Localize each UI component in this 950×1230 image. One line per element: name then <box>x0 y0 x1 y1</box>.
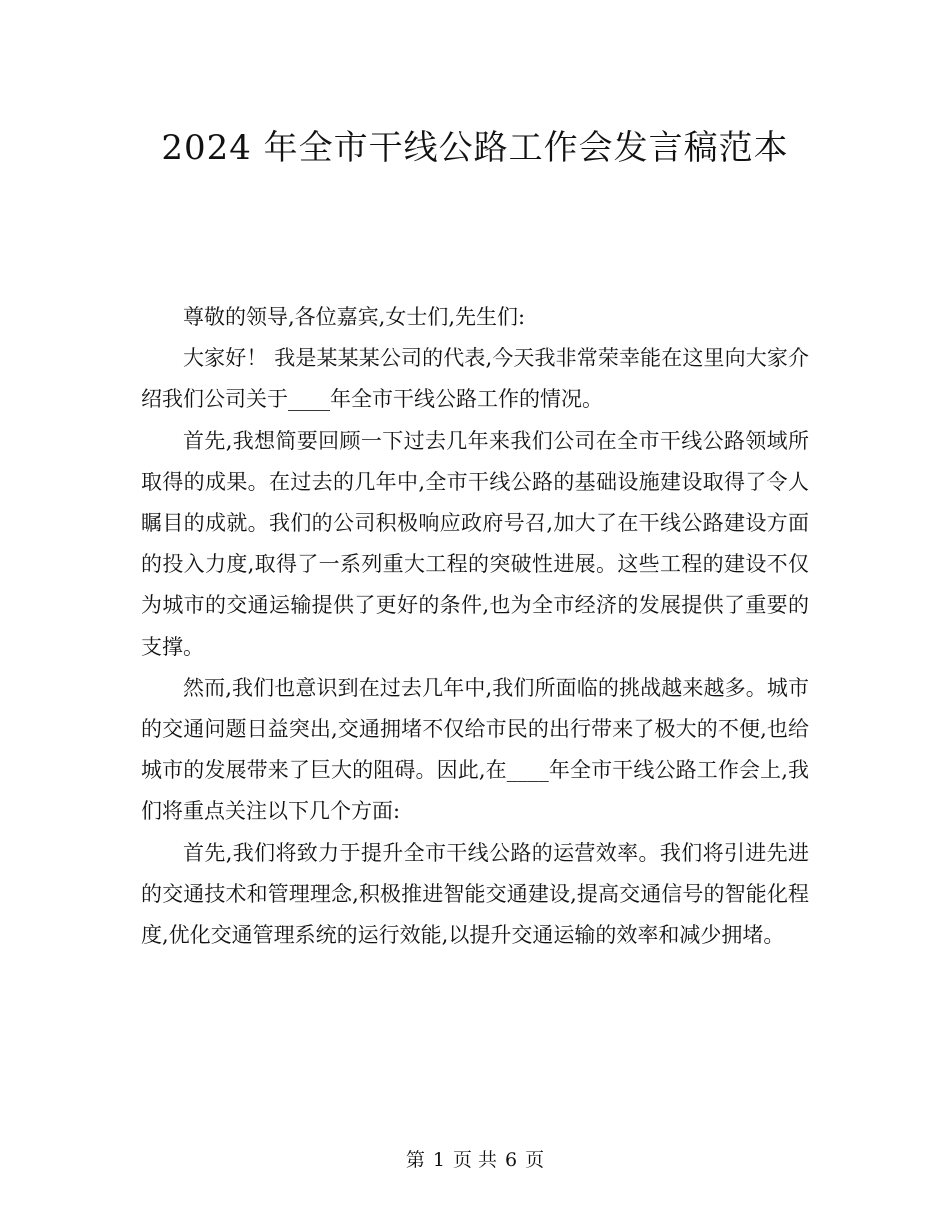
footer-suffix: 页 <box>525 1149 545 1171</box>
footer-total-pages: 6 <box>505 1149 518 1171</box>
footer-prefix: 第 <box>405 1149 425 1171</box>
page-footer <box>0 1147 950 1173</box>
paragraph-challenges: 然而,我们也意识到在过去几年中,我们所面临的挑战越来越多。城市的交通问题日益突出,交通拥堵不仅给市民的出行带来了极大的不便,也给城市的发展带来了巨大的阻碍。因此,在____年全市干线公路工作会上,我们将重点关注以下几个方面: <box>141 675 809 824</box>
footer-middle: 页 共 <box>452 1149 498 1171</box>
document-body <box>141 297 809 956</box>
paragraph-achievements: 首先,我想简要回顾一下过去几年来我们公司在全市干线公路领域所取得的成果。在过去的几年中,全市干线公路的基础设施建设取得了令人瞩目的成就。我们的公司积极响应政府号召,加大了在干线公路建设方面的投入力度,取得了一系列重大工程的突破性进展。这些工程的建设不仅为城市的交通运输提供了更好的条件,也为全市经济的发展提供了重要的支撑。 <box>141 428 809 659</box>
paragraph-greeting: 尊敬的领导,各位嘉宾,女士们,先生们: <box>183 305 526 329</box>
paragraph-introduction: 大家好！ 我是某某某公司的代表,今天我非常荣幸能在这里向大家介绍我们公司关于____年全市干线公路工作的情况。 <box>141 346 809 412</box>
document-title: 2024 年全市干线公路工作会发言稿范本 <box>161 128 789 168</box>
paragraph-efficiency: 首先,我们将致力于提升全市干线公路的运营效率。我们将引进先进的交通技术和管理理念,积极推进智能交通建设,提高交通信号的智能化程度,优化交通管理系统的运行效能,以提升交通运输的效率和减少拥堵。 <box>141 840 809 948</box>
footer-page-number: 1 <box>432 1149 445 1171</box>
